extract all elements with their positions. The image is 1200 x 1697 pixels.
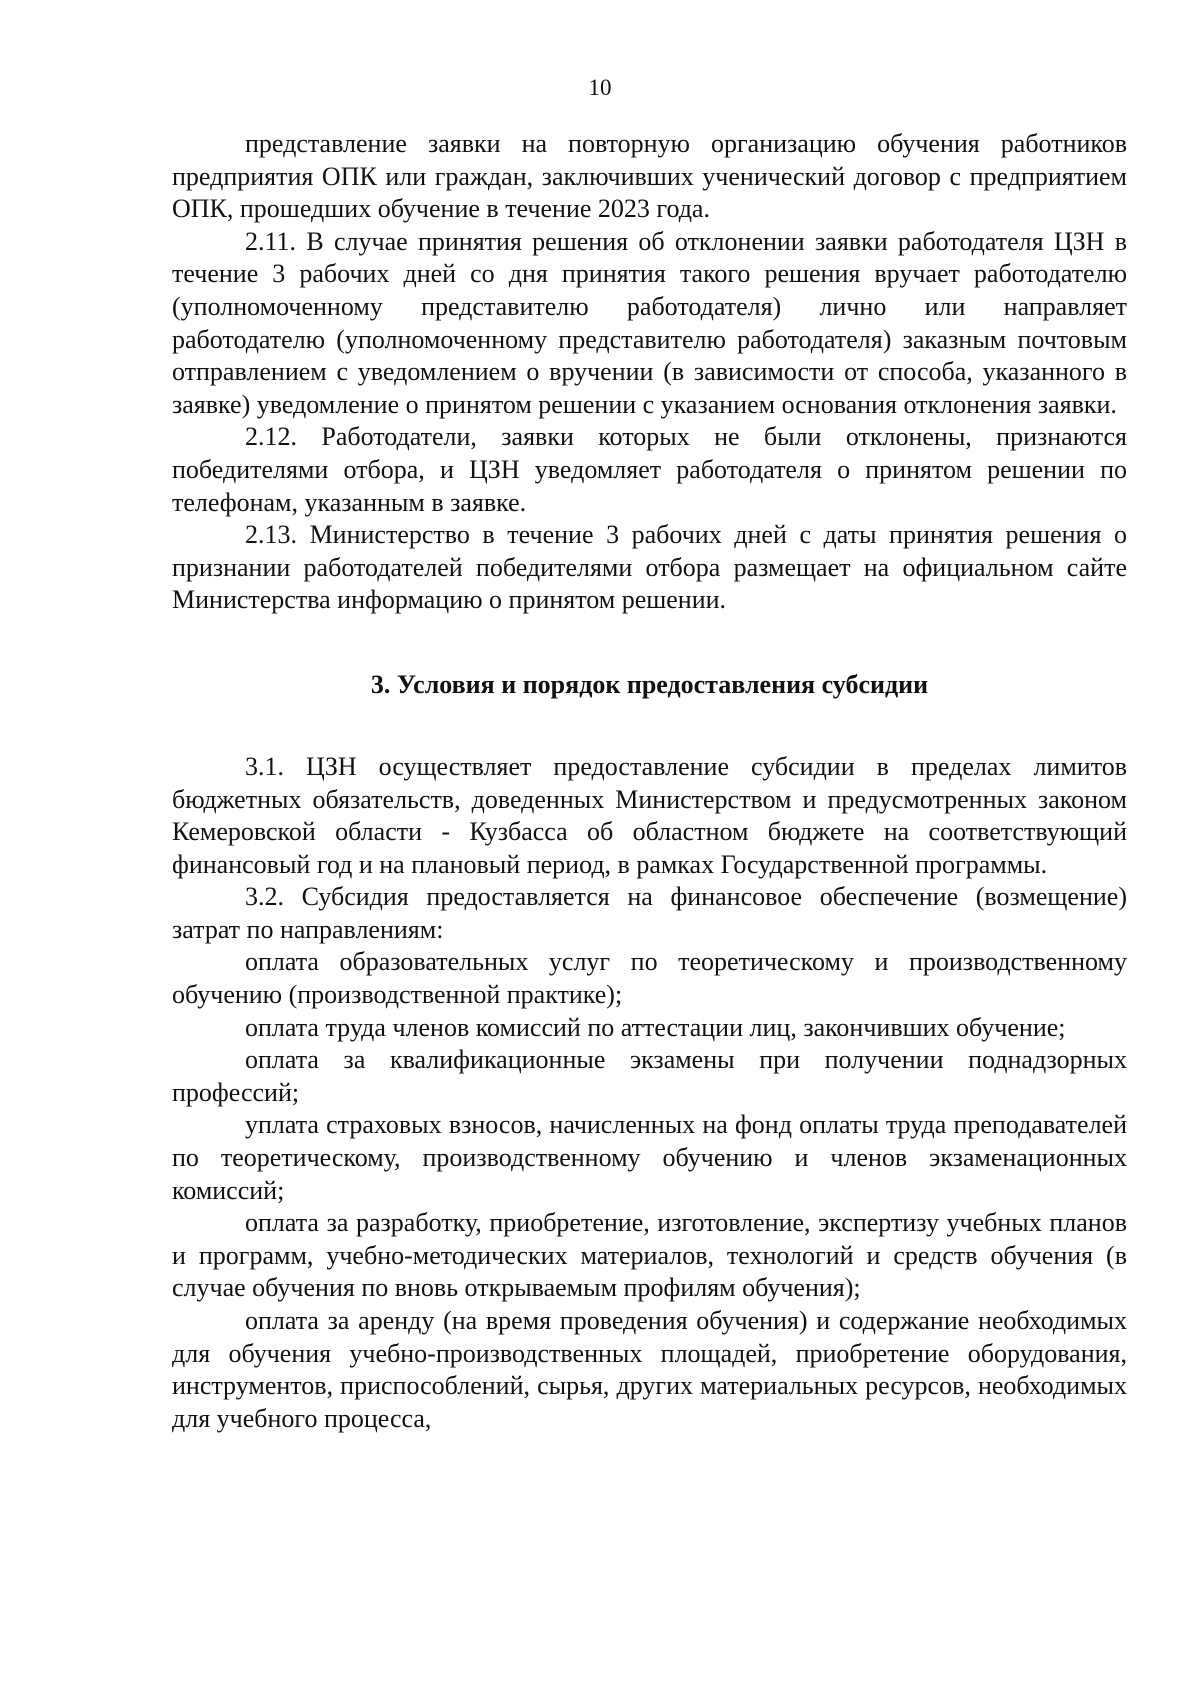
list-item: оплата труда членов комиссий по аттестации лиц, закончивших обучение;: [245, 1012, 1066, 1042]
list-item: уплата страховых взносов, начисленных на фонд оплаты труда преподавателей по теоретическому, производственному обучению и членов экзаменационных комиссий;: [172, 1110, 1127, 1205]
paragraph-continuation: представление заявки на повторную организацию обучения работников предприятия ОПК или граждан, заключивших ученический договор с предприятием ОПК, прошедших обучение в течение 2023 года.: [172, 129, 1127, 224]
document-body: [172, 128, 1127, 1435]
paragraph-2-12: 2.12. Работодатели, заявки которых не были отклонены, признаются победителями отбора, и ЦЗН уведомляет работодателя о принятом решении по телефонам, указанным в заявке.: [172, 422, 1127, 517]
list-item: оплата за разработку, приобретение, изготовление, экспертизу учебных планов и программ, учебно-методических материалов, технологий и средств обучения (в случае обучения по вновь открываемым профилям обучения);: [172, 1208, 1127, 1303]
paragraph-3-2: 3.2. Субсидия предоставляется на финансовое обеспечение (возмещение) затрат по направлениям:: [172, 882, 1127, 944]
section-3-content: [172, 751, 1127, 1435]
section-title: 3. Условия и порядок предоставления субсидии: [370, 669, 929, 699]
paragraph-2-13: 2.13. Министерство в течение 3 рабочих дней с даты принятия решения о признании работодателей победителями отбора размещает на официальном сайте Министерства информацию о принятом решении.: [172, 520, 1127, 615]
page-number: 10: [588, 75, 612, 100]
list-item: оплата за квалификационные экзамены при получении поднадзорных профессий;: [172, 1045, 1127, 1107]
paragraph-2-11: 2.11. В случае принятия решения об отклонении заявки работодателя ЦЗН в течение 3 рабочих дней со дня принятия такого решения вручает работодателю (уполномоченному представителю работодателя) лично или направляет работодателю (уполномоченному представителю работодателя) заказным почтовым отправлением с уведомлением о вручении (в зависимости от способа, указанного в заявке) уведомление о принятом решении с указанием основания отклонения заявки.: [172, 226, 1127, 419]
paragraph-3-1: 3.1. ЦЗН осуществляет предоставление субсидии в пределах лимитов бюджетных обязательств, доведенных Министерством и предусмотренных законом Кемеровской области - Кузбасса об областном бюджете на соответствующий финансовый год и на плановый период, в рамках Государственной программы.: [172, 751, 1127, 879]
list-item: оплата образовательных услуг по теоретическому и производственному обучению (производственной практике);: [172, 947, 1127, 1010]
list-item: оплата за аренду (на время проведения обучения) и содержание необходимых для обучения учебно-производственных площадей, приобретение оборудования, инструментов, приспособлений, сырья, других материальных ресурсов, необходимых для учебного процесса,: [172, 1306, 1127, 1433]
